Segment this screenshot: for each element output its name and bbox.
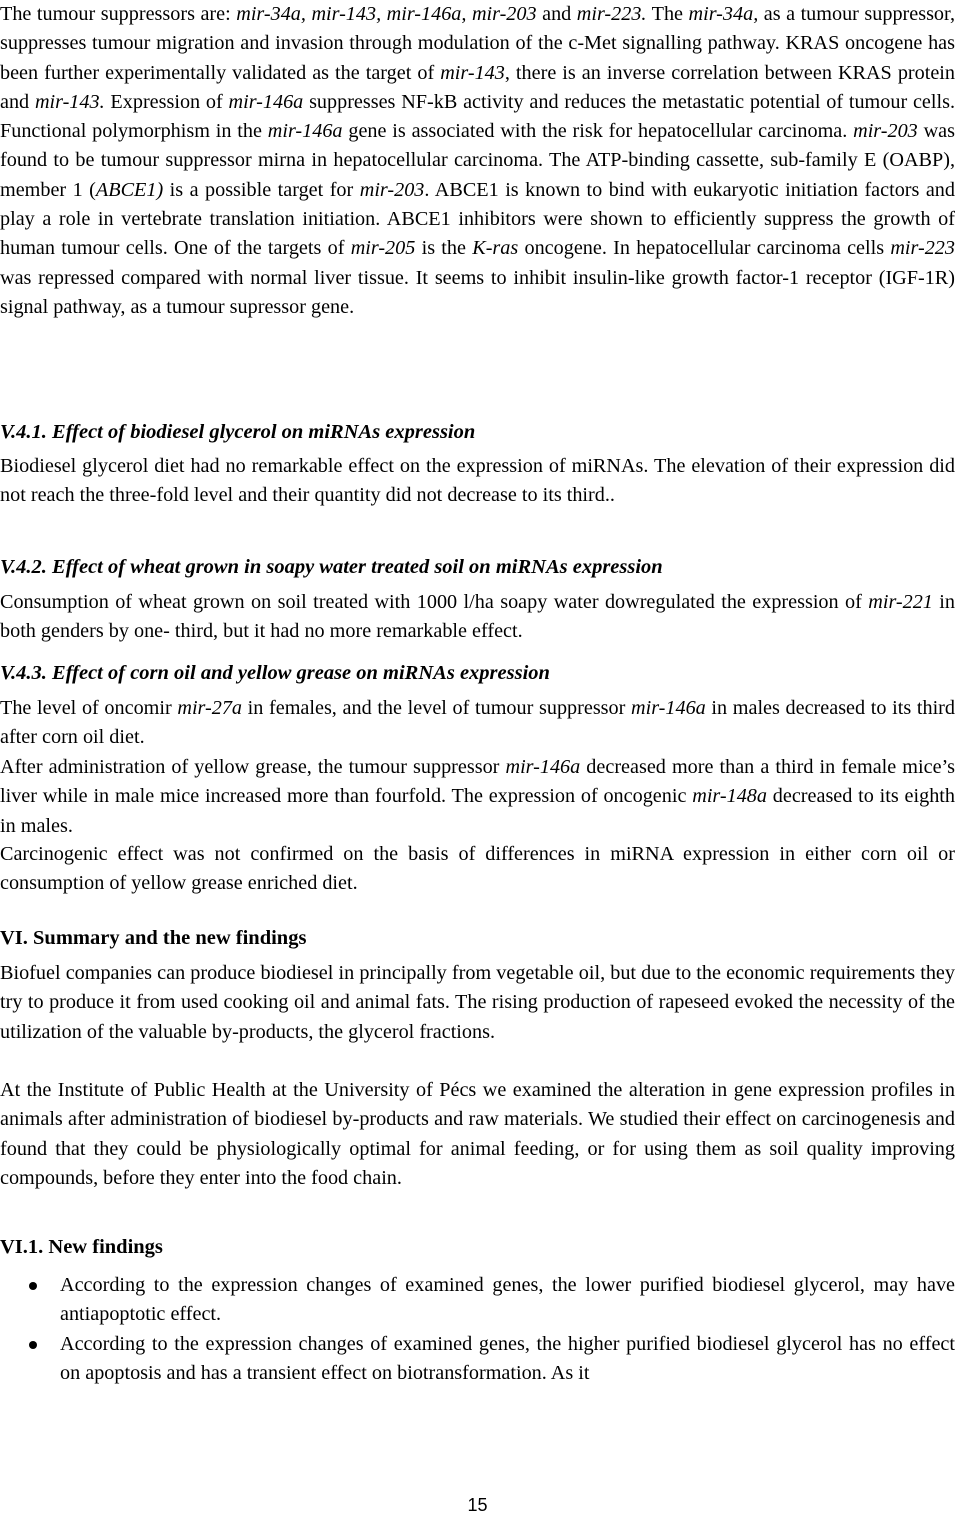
gene-name: mir-203 — [853, 120, 918, 143]
text-run: VI. Summary and the new findings — [0, 927, 307, 949]
gene-name: mir-34a, — [688, 3, 759, 25]
section-heading — [0, 1233, 955, 1262]
gene-name: ABCE1) — [95, 178, 164, 201]
text-run: was found to be tumour suppressor mirna in hepatocellular carcinoma. The ATP-binding cassette, sub-family E (OABP), member 1 ( — [0, 120, 955, 201]
gene-name: mir-146a — [228, 90, 304, 113]
text-run: oncogene. In hepatocellular carcinoma cells — [518, 237, 891, 260]
text-run: in both genders by one- third, but it had no more remarkable effect. — [0, 591, 956, 643]
page-number: 15 — [467, 1495, 488, 1515]
text-run: gene is associated with the risk for hepatocellular carcinoma. — [342, 120, 854, 143]
text-run: The tumour suppressors are: — [0, 3, 237, 25]
text-run: suppresses NF-kB activity and reduces the metastatic potential of tumour cells. Functional polymorphism in the — [0, 90, 955, 143]
gene-name: mir-203 — [359, 178, 425, 201]
text-run: in females, and the level of tumour suppressor — [242, 697, 632, 719]
gene-name: mir-27a — [177, 697, 243, 719]
gene-name: mir-223 — [890, 237, 955, 260]
paragraph — [0, 753, 955, 841]
gene-name: mir-221 — [868, 591, 933, 613]
subsection-heading — [0, 659, 955, 688]
text-run: VI.1. New findings — [0, 1236, 163, 1258]
text-run: decreased more than a third in female mice’s liver while in male mice increased more than fourfold. The expression of oncogenic — [0, 756, 956, 808]
text-run: The level of oncomir — [0, 697, 178, 719]
gene-name: mir-34a, mir-143, mir-146a, mir-203 — [236, 3, 537, 25]
text-run: After administration of yellow grease, the tumour suppressor — [0, 756, 506, 778]
text-run: At the Institute of Public Health at the University of Pécs we examined the alteration in gene expression profiles in animals after administration of biodiesel by-products and raw materials. We studied their effect on carcinogenesis and found that they could be physiologically optimal for animal feeding, or for using them as soil quality improving compounds, before they enter into the food chain. — [0, 1079, 955, 1189]
text-run: Expression of — [104, 90, 229, 113]
gene-name: mir-146a — [631, 697, 706, 719]
gene-name: mir-223. — [576, 3, 647, 25]
text-run: According to the expression changes of examined genes, the lower purified biodiesel glycerol, may have antiapoptotic effect. — [60, 1274, 955, 1326]
subsection-heading — [0, 418, 955, 447]
gene-name: mir-146a — [505, 756, 581, 778]
text-run: . ABCE1 is known to bind with eukaryotic initiation factors and play a role in vertebrate translation initiation. ABCE1 inhibitors were shown to efficiently suppress the growth of human tumour cells. One of the targets of — [0, 178, 955, 260]
text-run: V.4.3. Effect of corn oil and yellow grease on miRNAs expression — [0, 662, 550, 684]
text-run: as a tumour suppressor, suppresses tumour migration and invasion through modulation of the c-Met signalling pathway. KRAS oncogene has been further experimentally validated as the target of — [0, 3, 955, 84]
subsection-heading — [0, 553, 955, 582]
gene-name: mir-143 — [440, 61, 505, 84]
bullet-icon — [29, 1341, 37, 1349]
gene-name: mir-143. — [34, 90, 105, 113]
text-run: was repressed compared with normal liver tissue. It seems to inhibit insulin-like growth factor-1 receptor (IGF-1R) signal pathway, as a tumour supressor gene. — [0, 266, 955, 318]
gene-name: mir-205 — [350, 237, 416, 260]
text-run: is the — [415, 237, 473, 260]
paragraph — [0, 452, 955, 511]
text-run: Biofuel companies can produce biodiesel in principally from vegetable oil, but due to the economic requirements they try to produce it from used cooking oil and animal fats. The rising production of rapeseed evoked the necessity of the utilization of the valuable by-products, the glycerol fractions. — [0, 962, 955, 1043]
text-run: and — [536, 3, 577, 25]
gene-name: mir-148a — [692, 785, 767, 808]
text-run: V.4.1. Effect of biodiesel glycerol on miRNAs expression — [0, 421, 476, 443]
text-run: in males decreased to its third after corn oil diet. — [0, 697, 955, 749]
paragraph — [0, 588, 955, 647]
list-item — [0, 1330, 955, 1389]
paragraph — [0, 840, 955, 899]
paragraph — [0, 959, 955, 1047]
text-run: Biodiesel glycerol diet had no remarkable effect on the expression of miRNAs. The elevation of their expression did not reach the three-fold level and their quantity did not decrease to its third.. — [0, 455, 955, 507]
list-item — [0, 1271, 955, 1330]
paragraph — [0, 1076, 955, 1193]
bullet-icon — [29, 1282, 37, 1290]
text-run: The — [646, 3, 689, 25]
text-run: V.4.2. Effect of wheat grown in soapy water treated soil on miRNAs expression — [0, 556, 663, 578]
text-run: Consumption of wheat grown on soil treated with 1000 l/ha soapy water dowregulated the expression of — [0, 591, 869, 613]
text-run: According to the expression changes of examined genes, the higher purified biodiesel glycerol has no effect on apoptosis and has a transient effect on biotransformation. As it — [60, 1333, 955, 1385]
text-run: Carcinogenic effect was not confirmed on the basis of differences in miRNA expression in either corn oil or consumption of yellow grease enriched diet. — [0, 843, 955, 895]
gene-name: K-ras — [472, 237, 519, 260]
section-heading — [0, 924, 955, 953]
paragraph — [0, 0, 955, 322]
gene-name: mir-146a — [267, 120, 343, 143]
text-run: , there is an inverse correlation between KRAS protein and — [0, 61, 955, 113]
text-run: decreased to its eighth in males. — [0, 785, 955, 837]
text-run: is a possible target for — [163, 178, 360, 201]
paragraph — [0, 694, 955, 753]
